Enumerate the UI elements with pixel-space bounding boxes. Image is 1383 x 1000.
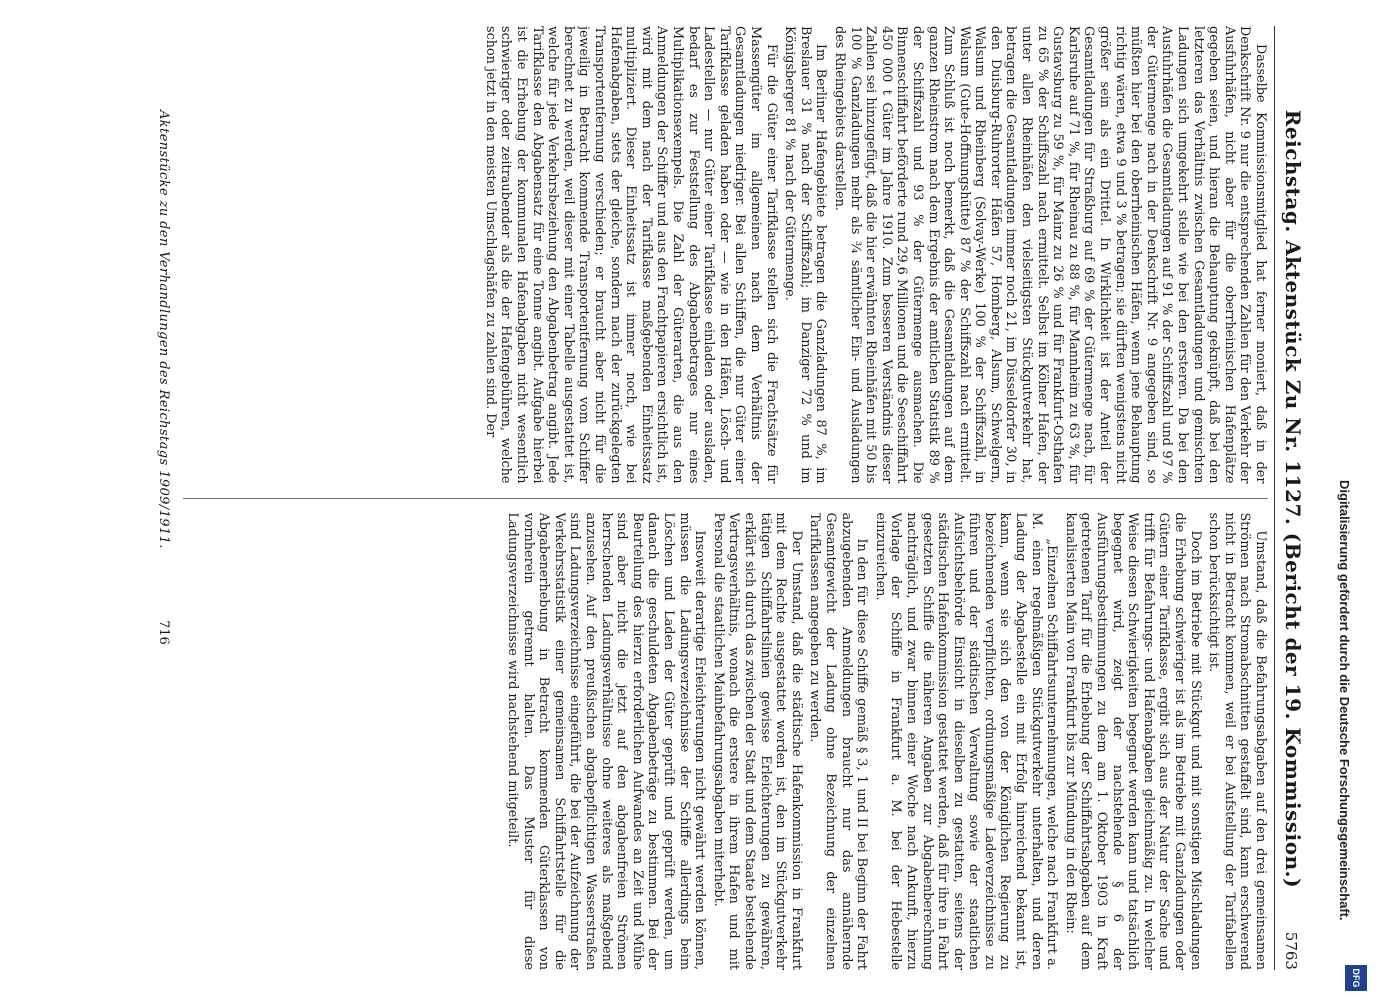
quoted-paragraph: „Einzelnen Schiffahrtsunternehmungen, welche nach Frankfurt a. M. einen regelmäßigen Stückgutverkehr unterhalten, und deren Ladung der Abgabestelle ein mit Erfolg hinreichend bekannt ist, kann, wenn sie sich den von der Königlichen Regierung zu bezeichnenden verpflichten, ordnungsmäßige Ladeverzeichnisse zu führen und der städtischen Verwaltung sowie der staatlichen Aufsichtsbehörde Einsicht in dieselben zu gestatten, seitens der städtischen Hafenkommission gestattet werden, daß für ihre in Fahrt gesetzten Schiffe die näheren Angaben zur Abgabenberechnung nachträglich, und zwar binnen einer Woche nach Ankunft, hierzu Vorlage der Schiffe in Frankfurt a. M. bei der Hebestelle einzureichen. [872,512,1060,970]
column-divider [183,498,1268,499]
column-left [183,26,1268,484]
digitization-note: Digitalisierung gefördert durch die Deutsche Forschungsgemeinschaft. [1337,480,1352,921]
text-columns [183,26,1268,970]
header-title: Reichstag. Aktenstück Zu Nr. 1127. (Bericht der 19. Kommission.) [1281,109,1305,889]
paragraph: Der Umstand, daß die städtische Hafenkommission in Frankfurt mit dem Rechte ausgestattet worden ist, den im Stückgutverkehr tätigen Schiffahrtslinien gewisse Erleichterungen zu gewähren, erklärt sich durch das zwischen der Stadt und dem Staate bestehende Vertragsverhältnis, wonach die erstere in ihrem Hafen und mit Personal die staatlichen Mainbefahrungsabgaben miterhebt. [710,512,804,970]
footer-title: Aktenstücke zu den Verhandlungen des Reichstags 1909/1911. [156,110,171,549]
column-right [183,513,1268,971]
footer-page-number: 716 [156,620,171,645]
dfg-logo-icon: DFG [1345,965,1367,991]
paragraph: Doch im Betriebe mit Stückgut und mit sonstigen Mischladungen die Erhebung schwieriger ist als im Betriebe mit Ganzladungen oder Gütern einer Tarifklasse, ergibt sich aus der Natur der Sache und trifft für Befahrungs- und Hafenabgaben gleichmäßig zu. In welcher Weise diesen Schwierigkeiten begegnet werden kann und tatsächlich begegnet wird, zeigt der nachstehende § 6 der Ausführungsbestimmungen zu dem am 1. Oktober 1903 in Kraft getretenen Tarif für die Erhebung der Schiffahrtsabgaben auf dem kanalisierten Main von Frankfurt bis zur Mündung in den Rhein: [1062,512,1203,970]
page-header [1274,26,1305,970]
paragraph: Umstand, daß die Befahrungsabgaben auf den drei gemeinsamen Strömen nach Stromabschnitten gestaffelt sind, kann erschwerend nicht in Betracht kommen, weil er bei Aufstellung der Tarifabellen schon berücksichtigt ist. [1206,512,1268,970]
page-number: 5763 [1282,931,1300,970]
quoted-paragraph: In den für diese Schiffe gemäß § 3, 1 und II bei Beginn der Fahrt abzugebenden Anmeldungen braucht nur das annähernde Gesamtgewicht der Ladung ohne Bezeichnung der einzelnen Tarifklassen angegeben zu werden. [807,512,870,970]
paragraph: Im Berliner Hafengebiete betragen die Ganzladungen 87 %, im Breslauer 31 % nach der Schiffszahl; im Danziger 72 % und im Königsberger 81 % nach der Gütermenge. [782,26,829,484]
paragraph: Insoweit derartige Erleichterungen nicht gewährt werden können, müssen die Ladungsverzeichnisse der Schiffe allerdings beim Löschen und Laden der Güter geprüft und geprüft werden, um danach die geschuldeten Abgabenbeträge zu bestimmen. Bei der Beurteilung des hierzu erforderlichen Aufwandes an Zeit und Mühe sind aber nicht die jetzt auf den abgabenfreien Strömen herrschenden Ladungsverhältnisse ohne weiteres als maßgebend anzusehen. Auf den preußischen abgabepflichtigen Wasserstraßen sind Ladungsverzeichnisse eingeführt, die bei der Aufzeichnung der Verkehrsstatistik einer gemeinsamen Schiffahrtstelle für die Abgabenerhebung in Betracht kommenden Güterklassen von vornherein getrennt halten. Das Muster für diese Ladungsverzeichnisse wird nachstehend mitgeteilt. [505,512,708,970]
paragraph: Für die Güter einer Tarifklasse stellen sich die Frachtsätze für Massengüter im allgemeinen nach dem Verhältnis der Gesamtladungen niedriger. Bei allen Schiffen, die nur Güter einer Tarifklasse geladen haben oder — wie in den Häfen, Lösch- und Ladestellen — nur Güter einer Tarifklasse einladen oder ausladen, bedarf es zur Feststellung des Abgabenbetrages nur eines Multiplikationsexempels. Die Zahl der Güterarten, die aus den Anmeldungen der Schiffer und aus den Frachtpapieren ersichtlich ist, wird mit dem nach der Tarifklasse maßgebenden Einheitssatz multipliziert. Dieser Einheitssatz ist immer noch, wie bei Hafenabgaben, stets der gleiche, sondern nach der zurückgelegten Transportentfernung verschieden; er braucht aber nicht für die jeweilig in Betracht kommende Transportentfernung vom Schiffer berechnet zu werden, weil dieser mit einer Tabelle ausgestattet ist, welche für jede Verkehrsbeziehung den Abgabenbetrag angibt. Jede Tarifklasse den Abgabensatz für eine Tonne angibt. Aufgabe hierbei ist die Erhebung der kommunalen Hafenabgaben nicht wesentlich schwieriger oder zeitraubender als die der Hafengebühren, welche schon jetzt in den meisten Umschlagshäfen zu zahlen sind. Der [482,26,779,484]
paragraph: Dasselbe Kommissionsmitglied hat ferner moniert, daß in der Denkschrift Nr. 9 nur die entsprechenden Zahlen für den Verkehr der Ausfuhrhäfen, nicht aber für die oberrheinischen Hafenplätze gegeben seien, und hieran die Behauptung geknüpft, daß bei den letzteren das Verhältnis zwischen Gesamtladungen und gemischten Ladungen sich umgekehrt stelle wie bei den ersteren. Da bei den Ausfuhrhäfen die Gesamtladungen auf 91 % der Schiffszahl und 97 % der Gütermenge nach in der Denkschrift Nr. 9 angegeben sind, so müßten hier bei den oberrheinischen Häfen, wenn jene Behauptung richtig wären, etwa 9 und 3 % betragen; sie dürften wenigstens nicht größer sein als ein Drittel. In Wirklichkeit ist der Anteil der Gesamtladungen für Straßburg auf 69 % der Gütermenge nach, für Karlsruhe auf 71 %, für Rheinau zu 88 %, für Mannheim zu 63 %, für Gustavsburg zu 59 %, für Mainz zu 26 % und für Frankfurt-Osthafen zu 65 % der Schiffszahl nach ermittelt. Selbst im Kölner Hafen, der unter allen Rheinhäfen den vielseitigsten Stückgutverkehr hat, betragen die Gesamtladungen immer noch 21, im Düsseldorfer 30, in den Duisburg-Ruhrorter Häfen 57, Homberg, Alsum, Schwelgern, Walsum und Rheinberg (Solvay-Werke) 100 % der Schiffszahl, in Walsum (Gute-Hoffnungshütte) 87 % der Schiffszahl nach ermittelt. Zum Schluß ist noch bemerkt, daß die Gesamtladungen auf dem ganzen Rheinstrom nach dem Ergebnis der amtlichen Statistik 89 % der Schiffszahl und 93 % der Gütermenge ausmachen. Die Binnenschiffahrt beförderte rund 29,6 Millionen und die Seeschiffahrt 450 000 t Güter im Jahre 1910. Zum besseren Verständnis dieser Zahlen sei hinzugefügt, daß die hier erwähnten Rheinhäfen mit 50 bis 100 % Ganzladungen mehr als ¾ sämtlicher Ein- und Ausladungen des Rheingebiets darstellen. [831,26,1268,484]
